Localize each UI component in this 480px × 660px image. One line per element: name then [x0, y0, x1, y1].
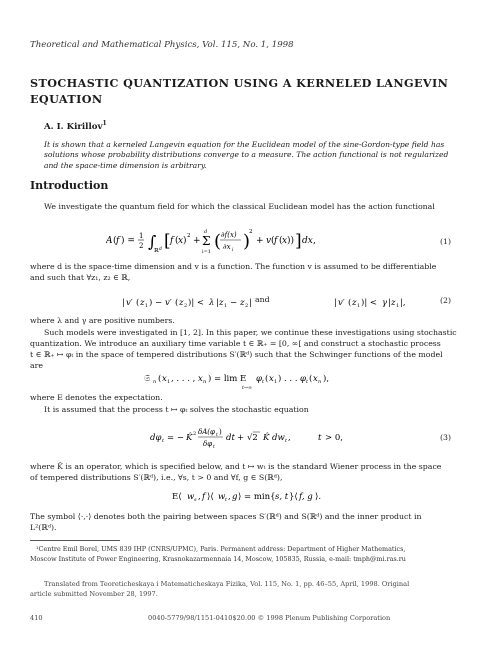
- svg-text:z: z: [219, 298, 224, 308]
- svg-text:⟩⟨: ⟩⟨: [207, 492, 214, 502]
- svg-text:),: ),: [323, 374, 330, 384]
- paragraph-4-line-3: t ∈ ℝ₊ ↦ φₜ in the space of tempered distributions S′(ℝᵈ) such that the Schwinger functions of the model: [30, 350, 443, 359]
- svg-text:,: ,: [228, 492, 231, 502]
- svg-text:v′: v′: [165, 298, 172, 308]
- svg-text:|: |: [249, 298, 252, 308]
- paragraph-4-line-1: Such models were investigated in [1, 2]. In this paper, we continue these investigations using stochastic: [44, 328, 457, 337]
- svg-text:dt: dt: [226, 433, 235, 443]
- svg-text:∫: ∫: [148, 232, 157, 251]
- svg-text:ℝ: ℝ: [154, 248, 159, 254]
- equation-3-svg: [150, 422, 370, 456]
- svg-text:t: t: [285, 438, 288, 444]
- svg-text:t: t: [162, 438, 165, 444]
- svg-text:δφ: δφ: [203, 440, 213, 448]
- svg-text:)| <: )| <: [361, 298, 378, 308]
- svg-text:+: +: [237, 433, 245, 443]
- paragraph-4-line-4: are: [30, 361, 43, 370]
- svg-text:): ): [183, 236, 187, 246]
- svg-text:1: 1: [139, 232, 144, 240]
- svg-text:): ): [219, 428, 222, 436]
- svg-text:|,: |,: [400, 298, 406, 308]
- svg-text:2: 2: [249, 229, 253, 235]
- svg-text:v′: v′: [338, 298, 345, 308]
- svg-text:z: z: [352, 298, 357, 308]
- svg-text:δA(φ: δA(φ: [198, 428, 215, 436]
- svg-text:n: n: [203, 379, 207, 385]
- equation-2-and: and: [255, 295, 270, 304]
- svg-text:d: d: [159, 247, 162, 252]
- equation-3: [150, 422, 370, 458]
- paragraph-3: where λ and γ are positive numbers.: [30, 316, 175, 325]
- svg-text:1: 1: [396, 303, 400, 309]
- equation-wiener: [172, 488, 342, 506]
- svg-text:(: (: [271, 236, 275, 246]
- svg-text:) −: ) −: [149, 298, 163, 308]
- svg-text:−: −: [230, 298, 238, 308]
- svg-text:(: (: [175, 236, 179, 246]
- svg-text:v′: v′: [126, 298, 133, 308]
- svg-text:(: (: [136, 298, 140, 308]
- svg-text:> 0,: > 0,: [325, 433, 343, 443]
- svg-text:2: 2: [139, 242, 144, 250]
- footnote-line-2: Moscow Institute of Power Engineering, Krasnokazarmennaia 14, Moscow, 105835, Russia, e-mail: tmph@mi.ras.ru: [30, 555, 406, 563]
- author-footnote-mark: 1: [102, 120, 107, 127]
- svg-text:x: x: [269, 374, 274, 384]
- paragraph-2-line-1: where d is the space-time dimension and v is a function. The function v is assumed to be differentiable: [30, 262, 437, 271]
- svg-text:2: 2: [245, 303, 249, 309]
- svg-text:t: t: [306, 379, 309, 385]
- equation-1: [106, 224, 406, 260]
- paragraph-6: It is assumed that the process t ↦ φₜ solves the stochastic equation: [44, 405, 309, 414]
- svg-text:n: n: [153, 379, 157, 385]
- equation-wiener-svg: [172, 488, 342, 504]
- svg-text:f: f: [170, 236, 174, 246]
- svg-text:= −: = −: [167, 433, 184, 443]
- svg-text:t: t: [318, 433, 322, 443]
- svg-text:}⟨: }⟨: [289, 492, 298, 502]
- svg-text:f, g: f, g: [299, 492, 313, 502]
- author-name: A. I. Kirillov: [44, 121, 103, 132]
- svg-text:i: i: [232, 248, 234, 253]
- svg-text:w: w: [218, 492, 226, 502]
- translation-note-line-1: Translated from Teoreticheskaya i Matematicheskaya Fizika, Vol. 115, No. 1, pp. 46–55, April, 1998. Original: [44, 580, 410, 588]
- journal-header: Theoretical and Mathematical Physics, Vol. 115, No. 1, 1998: [30, 40, 294, 50]
- issn-copyright: 0040-5779/98/1151-0410$20.00 © 1998 Plenum Publishing Corporation: [148, 614, 391, 622]
- translation-note-line-2: article submitted November 28, 1997.: [30, 590, 158, 598]
- svg-text:x: x: [198, 374, 203, 384]
- svg-text:z: z: [179, 298, 184, 308]
- page-number: 410: [30, 614, 43, 622]
- svg-text:∂f(x): ∂f(x): [221, 231, 237, 239]
- svg-text:+: +: [193, 236, 201, 246]
- svg-text:φ: φ: [300, 374, 306, 384]
- svg-text:)): )): [287, 236, 295, 246]
- svg-text:f: f: [274, 236, 278, 246]
- svg-text:(: (: [309, 374, 313, 384]
- svg-text:x: x: [162, 374, 167, 384]
- svg-text:Σ: Σ: [202, 234, 211, 248]
- svg-text:K̂: K̂: [263, 433, 270, 443]
- svg-text:t: t: [262, 379, 265, 385]
- svg-text:z: z: [240, 298, 245, 308]
- equation-1-svg: [106, 224, 406, 258]
- paragraph-8-line-2: L²(ℝᵈ).: [30, 523, 57, 532]
- svg-text:(: (: [113, 236, 117, 246]
- svg-text:t: t: [225, 497, 228, 503]
- svg-text:,: ,: [313, 236, 316, 246]
- svg-text:t: t: [216, 433, 218, 438]
- svg-text:λ: λ: [209, 298, 215, 308]
- svg-text:d: d: [204, 229, 208, 235]
- svg-text:v: v: [266, 236, 272, 246]
- svg-text:2: 2: [184, 303, 188, 309]
- svg-text:t: t: [213, 445, 215, 450]
- title-line-2: EQUATION: [30, 92, 103, 106]
- paragraph-4-line-2: quantization. We introduce an auxiliary time variable t ∈ ℝ₊ = [0, ∞[ and construct a stochastic process: [30, 339, 441, 348]
- svg-text:K̂: K̂: [186, 433, 193, 443]
- equation-schwinger: [144, 371, 364, 393]
- svg-text:) = lim E: ) = lim E: [208, 374, 247, 384]
- svg-text:x: x: [178, 236, 184, 246]
- svg-text:φ: φ: [256, 374, 262, 384]
- svg-text:s: s: [194, 497, 197, 503]
- svg-text:f: f: [116, 236, 120, 246]
- svg-text:⟩.: ⟩.: [315, 492, 322, 502]
- svg-text:n: n: [318, 379, 322, 385]
- svg-text:1: 1: [224, 303, 228, 309]
- svg-text:1: 1: [274, 379, 278, 385]
- paragraph-5: where E denotes the expectation.: [30, 393, 163, 402]
- svg-text:,: ,: [288, 433, 291, 443]
- svg-text:f: f: [202, 492, 206, 502]
- svg-text:1: 1: [167, 379, 171, 385]
- svg-text:(: (: [158, 374, 162, 384]
- paragraph-2-line-2: and such that ∀z₁, z₂ ∈ ℝ,: [30, 273, 131, 282]
- footnote-rule: [30, 540, 120, 541]
- svg-text:E⟨: E⟨: [172, 492, 182, 502]
- svg-text:∂x: ∂x: [223, 243, 231, 251]
- footnote-line-1: ¹Centre Emil Borel, UMS 839 IHP (CNRS/UPMC), Paris. Permanent address: Department of Higher Mathematics,: [36, 545, 406, 553]
- svg-text:|: |: [388, 298, 391, 308]
- svg-text:w: w: [187, 492, 195, 502]
- author-line: [44, 120, 107, 132]
- svg-text:): ): [243, 231, 251, 252]
- svg-text:|: |: [122, 298, 125, 308]
- svg-text:) =: ) =: [121, 236, 135, 246]
- svg-text:2: 2: [193, 431, 197, 437]
- svg-text:(: (: [348, 298, 352, 308]
- paragraph-1: We investigate the quantum field for which the classical Euclidean model has the action functional: [44, 202, 435, 211]
- svg-text:i=1: i=1: [202, 249, 211, 255]
- title-line-1: STOCHASTIC QUANTIZATION USING A KERNELED LANGEVIN: [30, 76, 449, 90]
- svg-text:1: 1: [145, 303, 149, 309]
- svg-text:(: (: [175, 298, 179, 308]
- paragraph-8-line-1: The symbol ⟨·,·⟩ denotes both the pairing between spaces S′(ℝᵈ) and S(ℝᵈ) and the inner product in: [30, 512, 422, 521]
- equation-1-number: (1): [440, 237, 452, 246]
- svg-text:(: (: [214, 231, 222, 252]
- svg-text:t→∞: t→∞: [242, 386, 252, 391]
- abstract: It is shown that a kerneled Langevin equation for the Euclidean model of the sine-Gordon-type field has solutions whose probability distributions converge to a measure. The action functional is not regularized and the space-time dimension is arbitrary.: [44, 140, 449, 170]
- svg-text:(: (: [265, 374, 269, 384]
- svg-text:, . . . ,: , . . . ,: [171, 374, 196, 384]
- svg-text:A: A: [106, 236, 113, 246]
- svg-text:,: ,: [198, 492, 201, 502]
- svg-text:1: 1: [357, 303, 361, 309]
- svg-text:2: 2: [187, 233, 191, 239]
- svg-text:γ: γ: [382, 298, 388, 308]
- svg-text:z: z: [391, 298, 396, 308]
- svg-text:⟩ = min{: ⟩ = min{: [238, 492, 276, 502]
- svg-text:dx: dx: [302, 236, 313, 246]
- section-heading: Introduction: [30, 179, 109, 192]
- paragraph-7-line-1: where K̂ is an operator, which is specified below, and t ↦ wₜ is the standard Wiener process in the space: [30, 462, 442, 471]
- svg-text:(: (: [279, 236, 283, 246]
- svg-text:[: [: [164, 231, 171, 251]
- equation-schwinger-svg: [144, 371, 364, 391]
- svg-text:dφ: dφ: [150, 433, 162, 443]
- svg-text:√2: √2: [247, 433, 258, 443]
- svg-text:|: |: [216, 298, 219, 308]
- svg-text:x: x: [313, 374, 318, 384]
- svg-text:z: z: [140, 298, 145, 308]
- equation-2-number: (2): [440, 296, 452, 305]
- svg-text:) . . .: ) . . .: [278, 374, 298, 384]
- svg-text:𝔖: 𝔖: [144, 374, 151, 384]
- equation-3-number: (3): [440, 433, 452, 442]
- svg-text:s, t: s, t: [275, 492, 289, 502]
- svg-text:x: x: [282, 236, 288, 246]
- svg-text:]: ]: [295, 231, 302, 251]
- svg-text:)| <: )| <: [188, 298, 205, 308]
- paper-title: [30, 75, 448, 107]
- svg-text:dw: dw: [272, 433, 285, 443]
- svg-text:g: g: [232, 492, 238, 502]
- svg-text:+: +: [256, 236, 264, 246]
- paragraph-7-line-2: of tempered distributions S′(ℝᵈ), i.e., ∀s, t > 0 and ∀f, g ∈ S(ℝᵈ),: [30, 473, 283, 482]
- svg-text:|: |: [334, 298, 337, 308]
